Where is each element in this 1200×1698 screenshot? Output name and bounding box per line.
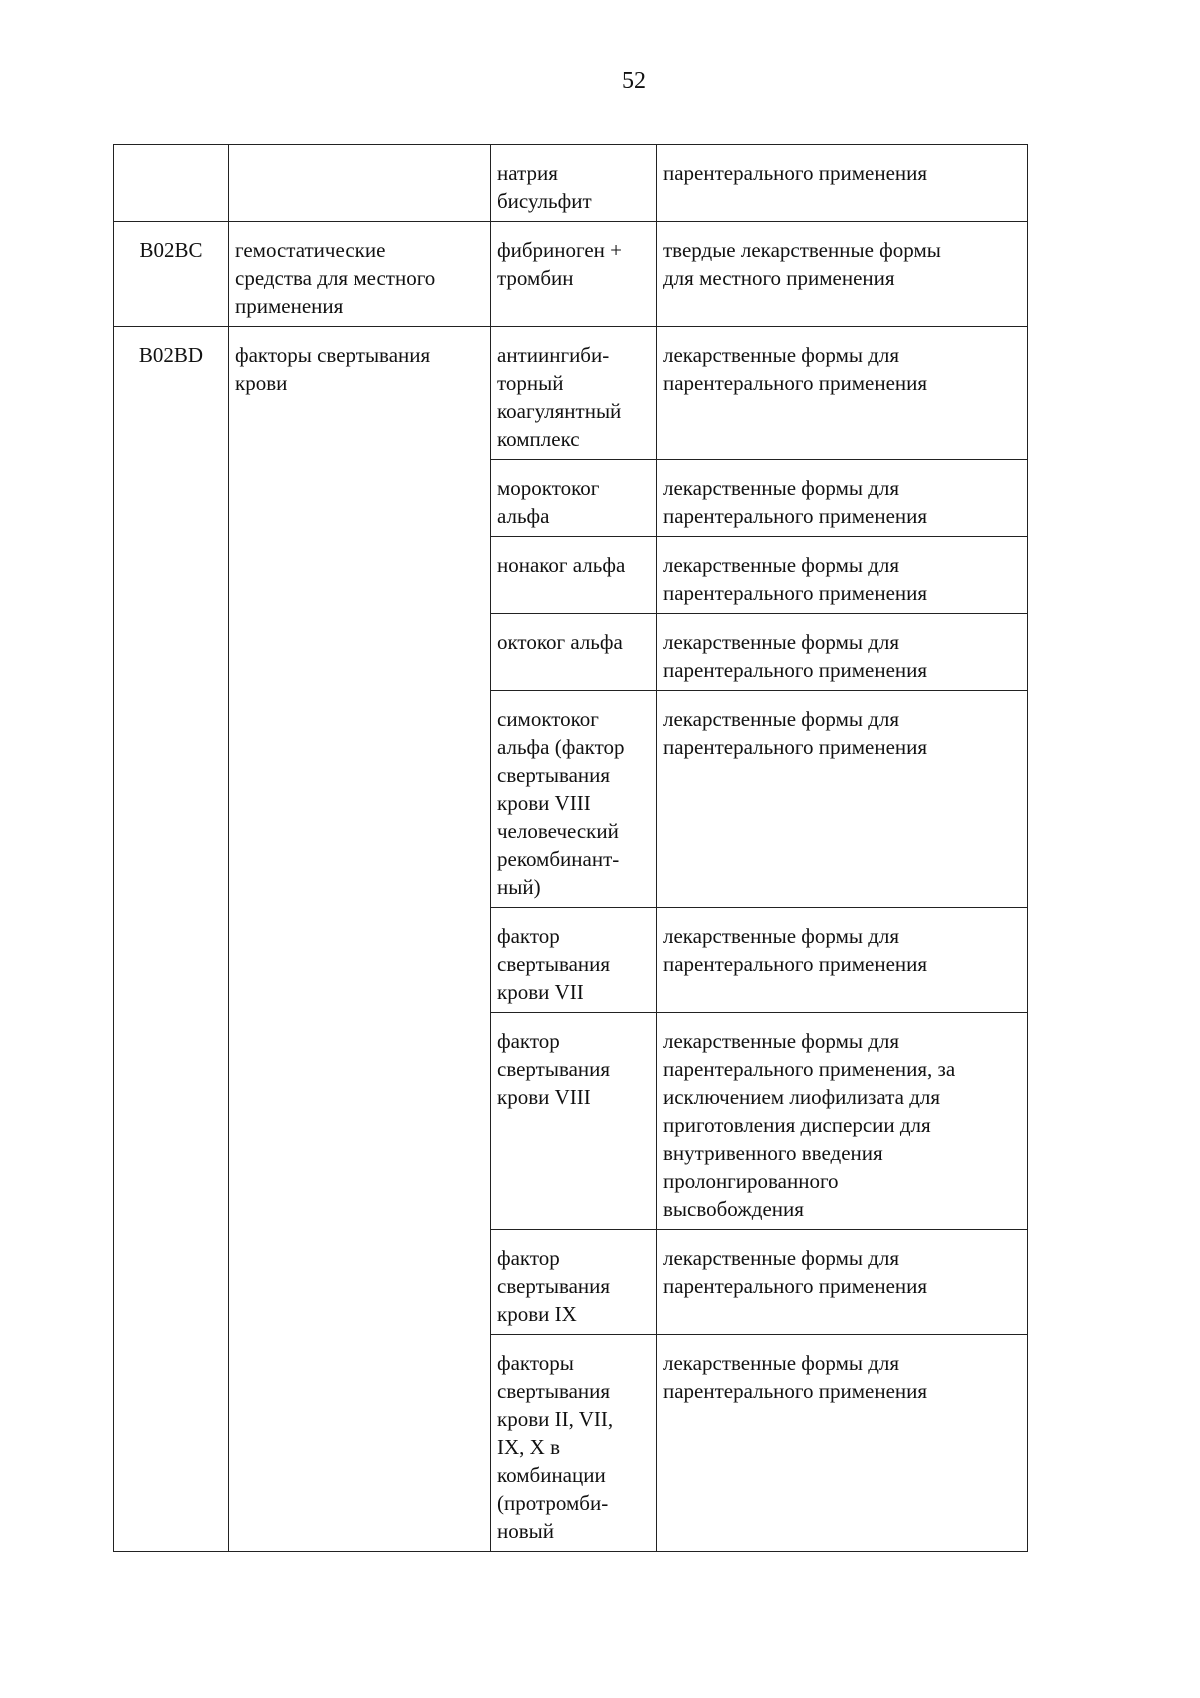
dosage-form-cell: лекарственные формы для парентерального применения (657, 1230, 1028, 1335)
drug-name-cell: факторы свертывания крови II, VII, IX, X в комбинации (протромби- новый (491, 1335, 657, 1552)
table-row (114, 327, 1028, 460)
dosage-form-cell: лекарственные формы для парентерального применения (657, 1335, 1028, 1552)
drug-name-cell: фибриноген + тромбин (491, 222, 657, 327)
table-row (114, 222, 1028, 327)
dosage-form-cell: лекарственные формы для парентерального применения (657, 614, 1028, 691)
dosage-form-cell: лекарственные формы для парентерального применения (657, 327, 1028, 460)
page-number: 52 (622, 68, 646, 94)
dosage-form-cell: лекарственные формы для парентерального применения, за исключением лиофилизата для приготовления дисперсии для внутривенного введения пролонгированного высвобождения (657, 1013, 1028, 1230)
group-name-cell: гемостатические средства для местного применения (229, 222, 491, 327)
drug-name-cell: симоктоког альфа (фактор свертывания крови VIII человеческий рекомбинант- ный) (491, 691, 657, 908)
dosage-form-cell: лекарственные формы для парентерального применения (657, 908, 1028, 1013)
drug-name-cell: мороктоког альфа (491, 460, 657, 537)
drug-name-cell: антиингиби- торный коагулянтный комплекс (491, 327, 657, 460)
table-row (114, 145, 1028, 222)
dosage-form-cell: твердые лекарственные формы для местного применения (657, 222, 1028, 327)
dosage-form-cell: лекарственные формы для парентерального применения (657, 537, 1028, 614)
group-name-cell: факторы свертывания крови (229, 327, 491, 1552)
atc-code-cell: B02BD (114, 327, 229, 1552)
drug-name-cell: нонаког альфа (491, 537, 657, 614)
dosage-form-cell: лекарственные формы для парентерального применения (657, 691, 1028, 908)
drug-name-cell: натрия бисульфит (491, 145, 657, 222)
drug-name-cell: фактор свертывания крови VII (491, 908, 657, 1013)
drug-name-cell: октоког альфа (491, 614, 657, 691)
group-name-cell (229, 145, 491, 222)
atc-code-cell (114, 145, 229, 222)
drug-table (113, 144, 1028, 1552)
dosage-form-cell: парентерального применения (657, 145, 1028, 222)
drug-name-cell: фактор свертывания крови VIII (491, 1013, 657, 1230)
drug-name-cell: фактор свертывания крови IX (491, 1230, 657, 1335)
atc-code-cell: B02BC (114, 222, 229, 327)
dosage-form-cell: лекарственные формы для парентерального применения (657, 460, 1028, 537)
